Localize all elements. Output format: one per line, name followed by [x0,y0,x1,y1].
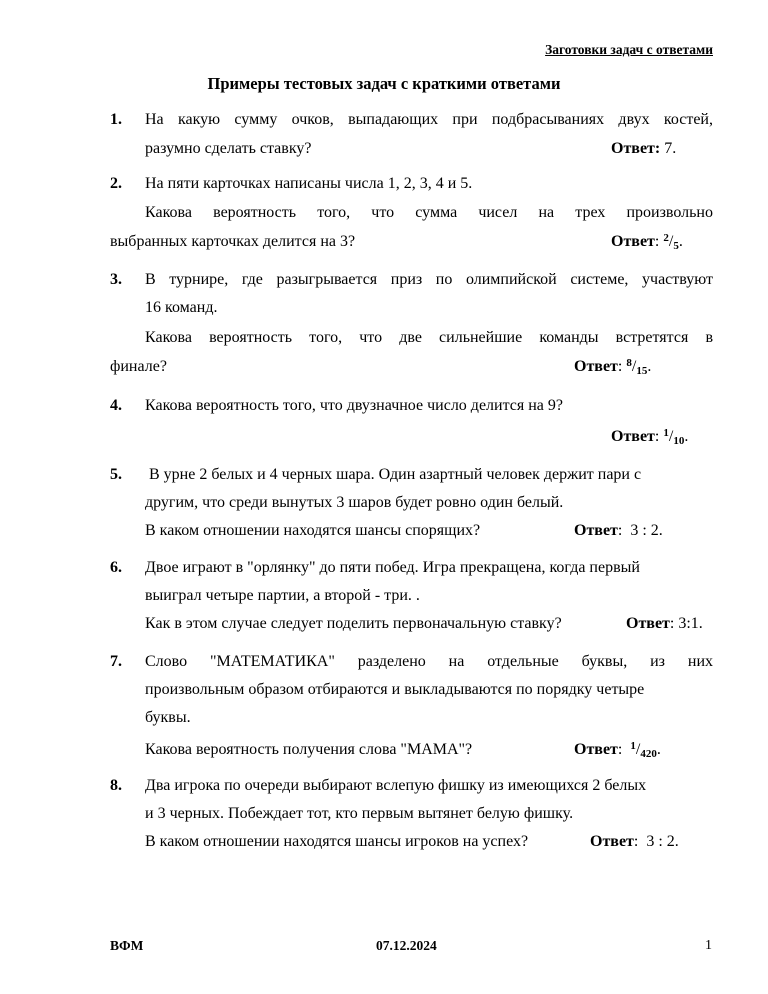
fraction-numerator: 8 [626,357,632,369]
answer-label: Ответ [611,428,655,445]
problem-text-line: другим, что среди вынутых 3 шаров будет ровно один белый. [145,494,564,511]
problem-text-line: В урне 2 белых и 4 черных шара. Один азартный человек держит пари с [145,466,642,483]
problem-text-line: выиграл четыре партии, а второй - три. . [145,587,420,604]
problem-number: 2. [110,175,122,192]
problem-text-line: Какова вероятность того, что двузначное число делится на 9? [145,397,563,414]
problem-text-line: Слово "МАТЕМАТИКА" разделено на отдельные буквы, из них [145,653,713,670]
answer-label: Ответ [611,233,655,250]
problem-text-line: Как в этом случае следует поделить первоначальную ставку? [145,615,562,632]
problem-number: 4. [110,397,122,414]
problem-text-line: разумно сделать ставку? [145,140,312,157]
problem-text-line: Двое играют в "орлянку" до пяти побед. Игра прекращена, когда первый [145,559,640,576]
problem-text-line: финале? [110,358,167,375]
fraction-numerator: 2 [663,232,669,244]
answer-value: 3:1. [678,615,703,632]
problem-text-line: В турнире, где разыгрывается приз по олимпийской системе, участвуют [145,271,713,288]
problem-number: 7. [110,653,122,670]
footer-left: ВФМ [110,938,144,953]
problem-text-line: Какова вероятность получения слова "МАМА"? [145,741,473,758]
problem-number: 5. [110,466,122,483]
problem-answer: Ответ: 7. [611,140,677,157]
problem-text-line: Какова вероятность того, что две сильнейшие команды встретятся в [145,329,713,346]
problem-text-line: В каком отношении находятся шансы спорящих? [145,522,481,539]
problem-text-line: выбранных карточках делится на 3? [110,233,356,250]
problem-answer: Ответ: 3:1. [626,615,703,632]
answer-value: 3 : 2. [630,522,663,539]
problem-answer: Ответ: $^1/_{420}$. [574,740,661,760]
problem-text-line: Какова вероятность того, что сумма чисел на трех произвольно [145,204,713,221]
problem-text-line: На какую сумму очков, выпадающих при подбрасываниях двух костей, [145,111,713,128]
fraction-denominator: 420 [640,748,657,760]
problem-number: 6. [110,559,122,576]
answer-value: 3 : 2. [646,833,679,850]
problem-text-line: и 3 черных. Побеждает тот, кто первым вытянет белую фишку. [145,805,574,822]
fraction-denominator: 10 [673,435,685,447]
fraction-numerator: 1 [663,427,669,439]
answer-label: Ответ [611,140,655,157]
problem-answer: Ответ: $^2/_5$. [611,232,683,252]
answer-label: Ответ [574,741,618,758]
problem-text-line: На пяти карточках написаны числа 1, 2, 3, 4 и 5. [145,175,473,192]
problem-answer: Ответ: $^8/_{15}$. [574,357,652,377]
answer-value: 7. [664,140,677,157]
problem-number: 8. [110,777,122,794]
problem-text-line: буквы. [145,709,191,726]
problem-text-line: Два игрока по очереди выбирают вслепую фишку из имеющихся 2 белых [145,777,647,794]
answer-label: Ответ [574,358,618,375]
problem-text-line: 16 команд. [145,299,218,316]
page-number: 1 [705,938,712,953]
fraction-numerator: 1 [630,740,636,752]
fraction-denominator: 15 [636,365,648,377]
footer-date: 07.12.2024 [376,938,437,953]
running-header: Заготовки задач с ответами [545,42,713,57]
page-title: Примеры тестовых задач с краткими ответами [207,74,561,93]
problem-answer: Ответ: $^1/_{10}$. [611,427,689,447]
problem-number: 1. [110,111,122,128]
answer-label: Ответ [574,522,618,539]
answer-label: Ответ [590,833,634,850]
problem-text-line: В каком отношении находятся шансы игроков на успех? [145,833,529,850]
problem-text-line: произвольным образом отбираются и выкладываются по порядку четыре [145,681,645,698]
answer-label: Ответ [626,615,670,632]
problem-answer: Ответ: 3 : 2. [590,833,679,850]
problem-answer: Ответ: 3 : 2. [574,522,663,539]
problem-number: 3. [110,271,122,288]
fraction-denominator: 5 [673,240,679,252]
